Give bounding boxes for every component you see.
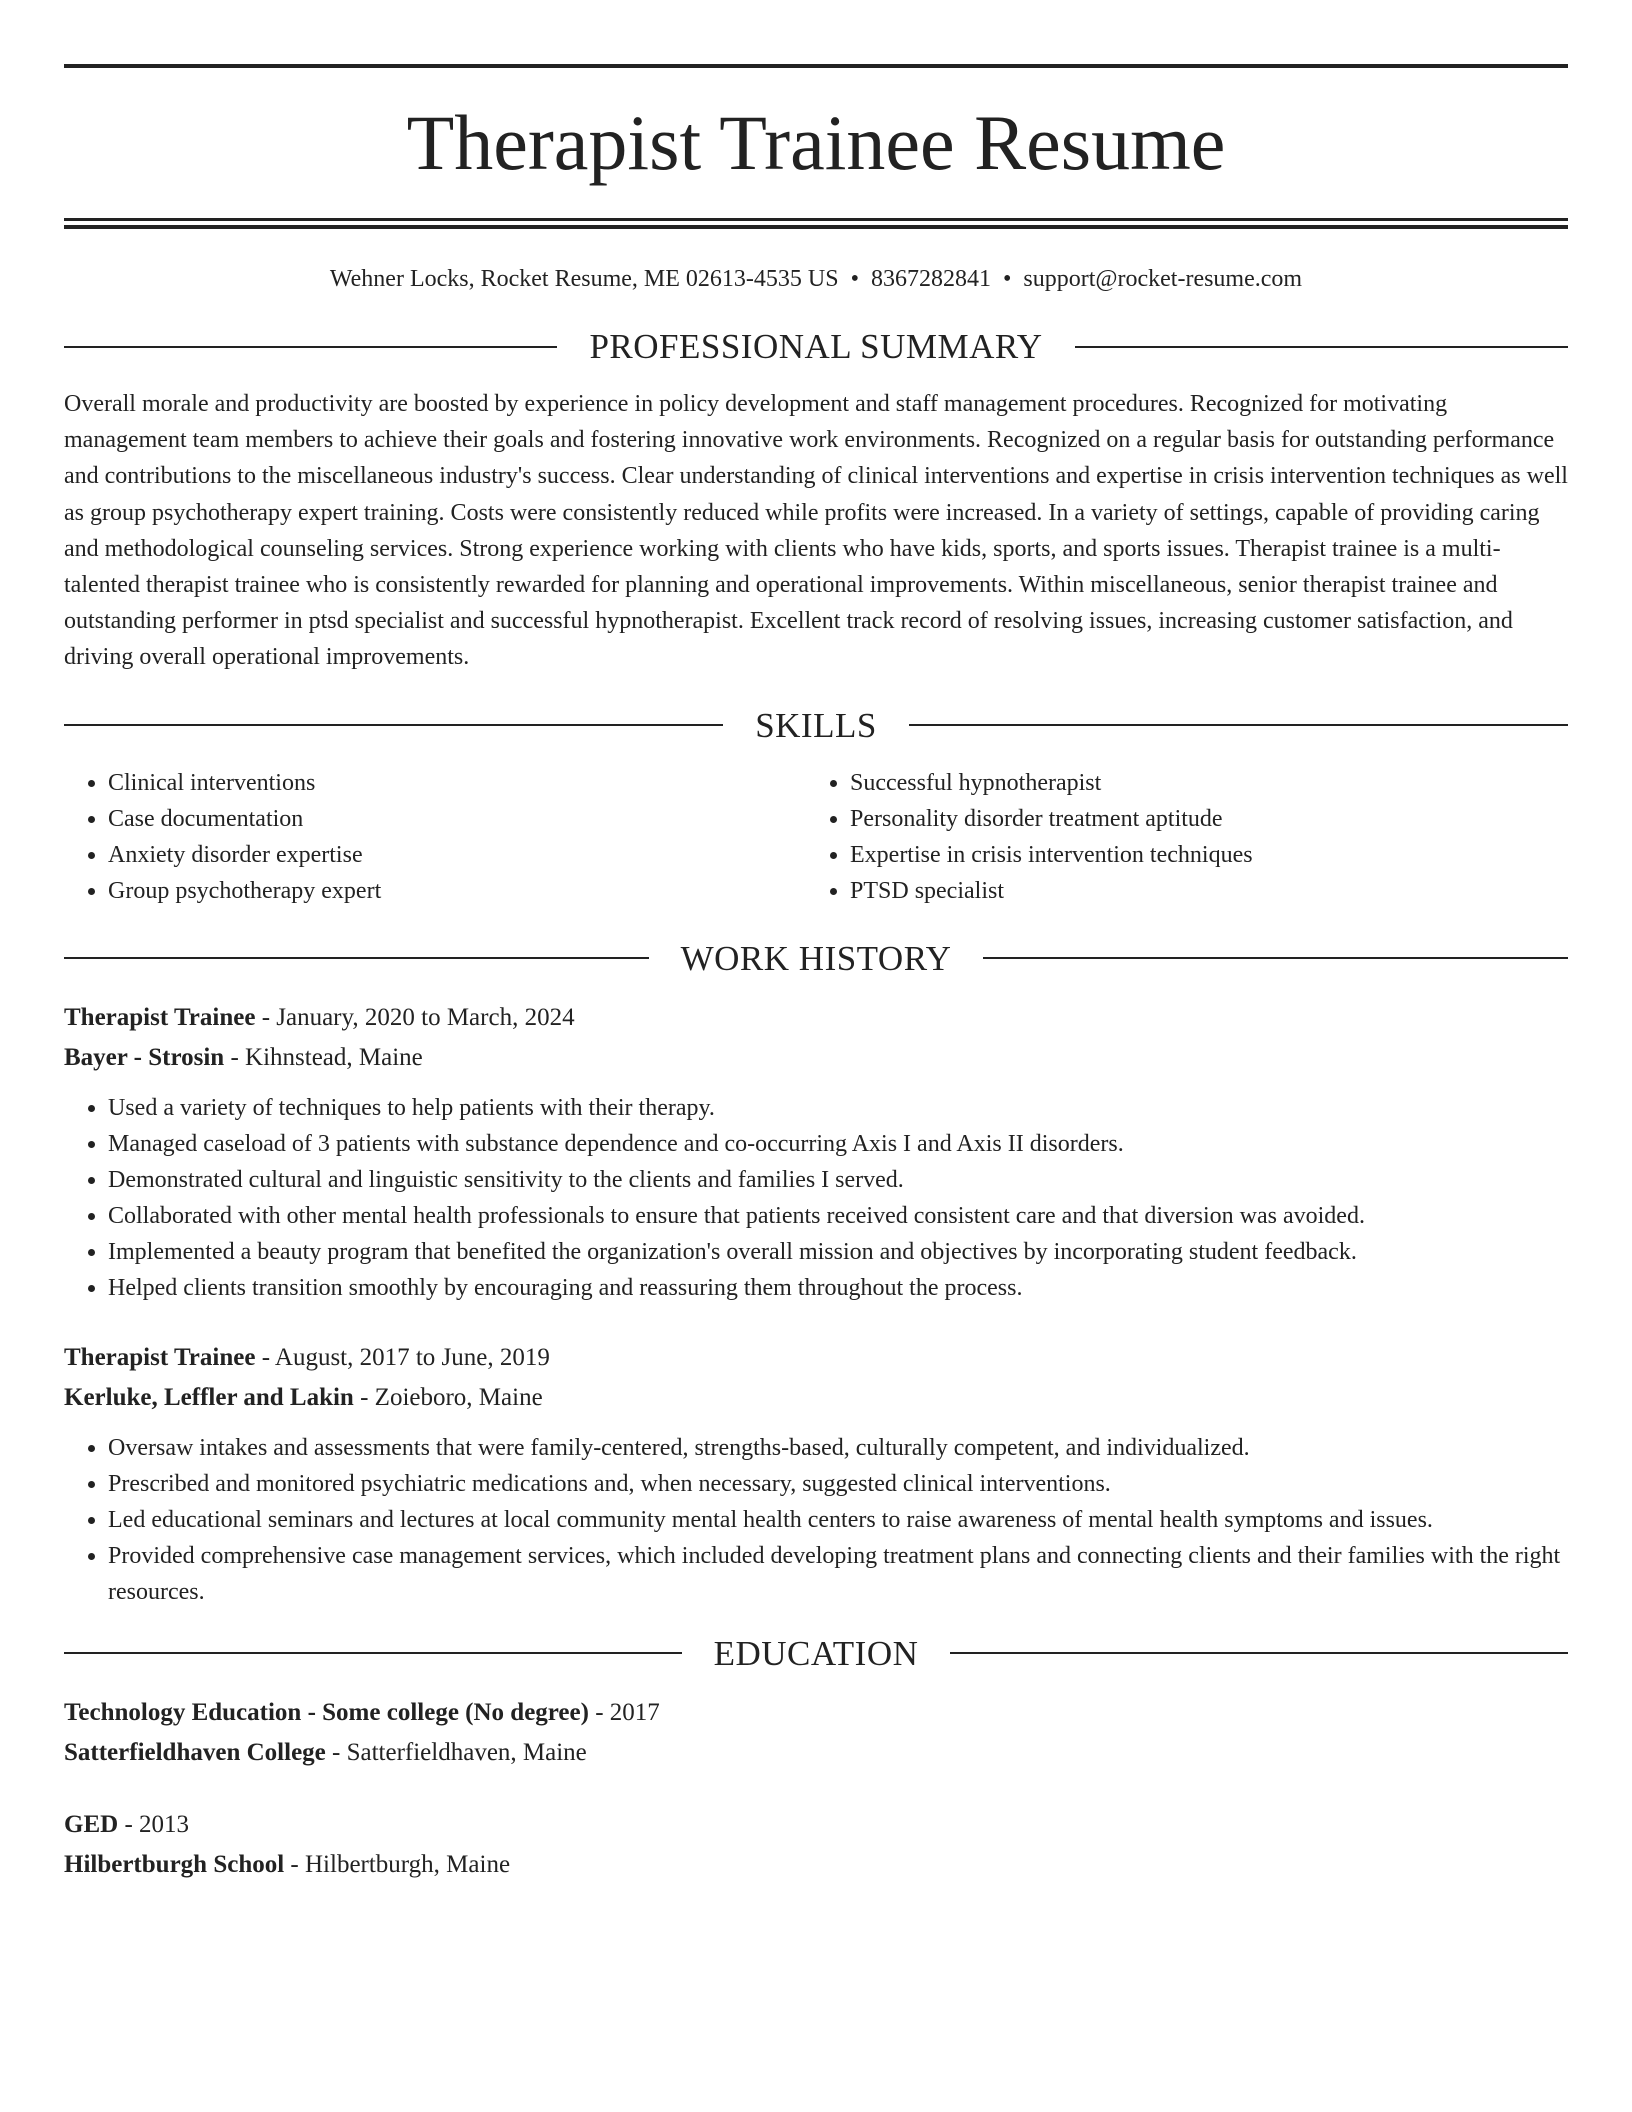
- job-title-line: [64, 1338, 1568, 1378]
- heading-rule: [64, 957, 649, 959]
- job-bullet: • Managed caseload of 3 patients with substance dependence and co-occurring Axis I and Axis II disorders.: [108, 1126, 1568, 1162]
- education-entry: [64, 1693, 1568, 1773]
- education-year: - 2013: [118, 1810, 190, 1838]
- job-bullets: [64, 1430, 1568, 1610]
- job-company-line: [64, 1038, 1568, 1078]
- education-location: - Hilbertburgh, Maine: [284, 1850, 511, 1878]
- skills-list: [64, 765, 1568, 909]
- skills-column-left: [64, 765, 806, 909]
- job-location: - Zoieboro, Maine: [353, 1383, 543, 1411]
- section-title: EDUCATION: [713, 1633, 919, 1673]
- section-heading-summary: [64, 329, 1568, 364]
- contact-line: [64, 267, 1568, 291]
- education-location: - Satterfieldhaven, Maine: [325, 1738, 587, 1766]
- summary-text: Overall morale and productivity are boosted by experience in policy development and staff management procedures. Recognized for motivating management team members to achieve their goals and fostering innovative work environments. Recognized on a regular basis for outstanding performance and contributions to the miscellaneous industry's success. Clear understanding of clinical interventions and expertise in crisis intervention techniques as well as group psychotherapy expert training. Costs were consistently reduced while profits were increased. In a variety of settings, capable of providing caring and methodological counseling services. Strong experience working with clients who have kids, sports, and sports issues. Therapist trainee is a multi-talented therapist trainee who is consistently rewarded for planning and operational improvements. Within miscellaneous, senior therapist trainee and outstanding performer in ptsd specialist and successful hypnotherapist. Excellent track record of resolving issues, increasing customer satisfaction, and driving overall operational improvements.: [64, 391, 1568, 671]
- job-company: Bayer - Strosin: [64, 1043, 225, 1071]
- education-school: Hilbertburgh School: [64, 1850, 285, 1878]
- education-degree-line: [64, 1693, 1568, 1733]
- section-title: PROFESSIONAL SUMMARY: [589, 327, 1043, 366]
- skill-item: • Clinical interventions: [108, 765, 806, 801]
- section-heading-work: [64, 938, 1568, 978]
- education-degree: GED: [64, 1810, 119, 1838]
- skill-item: • Successful hypnotherapist: [850, 765, 1548, 801]
- job-bullet: • Demonstrated cultural and linguistic sensitivity to the clients and families I served.: [108, 1162, 1568, 1198]
- heading-rule: [1075, 346, 1568, 348]
- heading-rule: [64, 1652, 682, 1654]
- education-school: Satterfieldhaven College: [64, 1738, 326, 1766]
- contact-email: support@rocket-resume.com: [1023, 266, 1303, 292]
- contact-address: Wehner Locks, Rocket Resume, ME 02613-4535 US: [329, 266, 839, 292]
- contact-separator: •: [850, 266, 859, 292]
- job-bullet: • Provided comprehensive case management services, which included developing treatment plans and connecting clients and their families with the right resources.: [108, 1538, 1568, 1610]
- heading-rule: [64, 724, 723, 726]
- job-dates: - January, 2020 to March, 2024: [255, 1003, 575, 1031]
- section-heading-skills: [64, 705, 1568, 745]
- job-bullet: • Helped clients transition smoothly by encouraging and reassuring them throughout the process.: [108, 1270, 1568, 1306]
- job-bullet: • Prescribed and monitored psychiatric medications and, when necessary, suggested clinical interventions.: [108, 1466, 1568, 1502]
- skill-item: • Anxiety disorder expertise: [108, 837, 806, 873]
- job-entry: [64, 1338, 1568, 1610]
- resume-page: [64, 64, 1568, 1885]
- heading-rule: [950, 1652, 1568, 1654]
- job-bullets: [64, 1090, 1568, 1306]
- section-title: SKILLS: [755, 705, 877, 745]
- job-entry: [64, 998, 1568, 1306]
- skill-item: • Case documentation: [108, 801, 806, 837]
- resume-title: Therapist Trainee Resume: [406, 99, 1226, 186]
- job-company: Kerluke, Leffler and Lakin: [64, 1383, 354, 1411]
- top-rule: [64, 64, 1568, 68]
- job-title: Therapist Trainee: [64, 1343, 256, 1371]
- job-location: - Kihnstead, Maine: [224, 1043, 423, 1071]
- education-degree: Technology Education - Some college (No degree): [64, 1698, 589, 1726]
- job-bullet: • Collaborated with other mental health professionals to ensure that patients received consistent care and that diversion was avoided.: [108, 1198, 1568, 1234]
- education-year: - 2017: [588, 1698, 660, 1726]
- job-dates: - August, 2017 to June, 2019: [255, 1343, 550, 1371]
- education-entry: [64, 1805, 1568, 1885]
- contact-separator: •: [1002, 266, 1012, 292]
- job-title-line: [64, 998, 1568, 1038]
- skill-item: • Group psychotherapy expert: [108, 873, 806, 909]
- section-title: WORK HISTORY: [680, 938, 952, 978]
- contact-phone: 8367282841: [870, 266, 991, 292]
- skills-column-right: [806, 765, 1548, 909]
- skill-item: • Personality disorder treatment aptitude: [850, 801, 1548, 837]
- skill-item: • PTSD specialist: [850, 873, 1548, 909]
- job-bullet: • Used a variety of techniques to help patients with their therapy.: [108, 1090, 1568, 1126]
- title-double-rule: [64, 218, 1568, 229]
- heading-rule: [983, 957, 1568, 959]
- job-bullet: • Oversaw intakes and assessments that were family-centered, strengths-based, culturally competent, and individualized.: [108, 1430, 1568, 1466]
- heading-rule: [909, 724, 1568, 726]
- job-bullet: • Implemented a beauty program that benefited the organization's overall mission and objectives by incorporating student feedback.: [108, 1234, 1568, 1270]
- skill-item: • Expertise in crisis intervention techniques: [850, 837, 1548, 873]
- section-heading-education: [64, 1633, 1568, 1673]
- job-bullet: • Led educational seminars and lectures at local community mental health centers to raise awareness of mental health symptoms and issues.: [108, 1502, 1568, 1538]
- education-school-line: [64, 1733, 1568, 1773]
- education-school-line: [64, 1845, 1568, 1885]
- job-title: Therapist Trainee: [64, 1003, 256, 1031]
- education-degree-line: [64, 1805, 1568, 1845]
- heading-rule: [64, 346, 557, 348]
- job-company-line: [64, 1378, 1568, 1418]
